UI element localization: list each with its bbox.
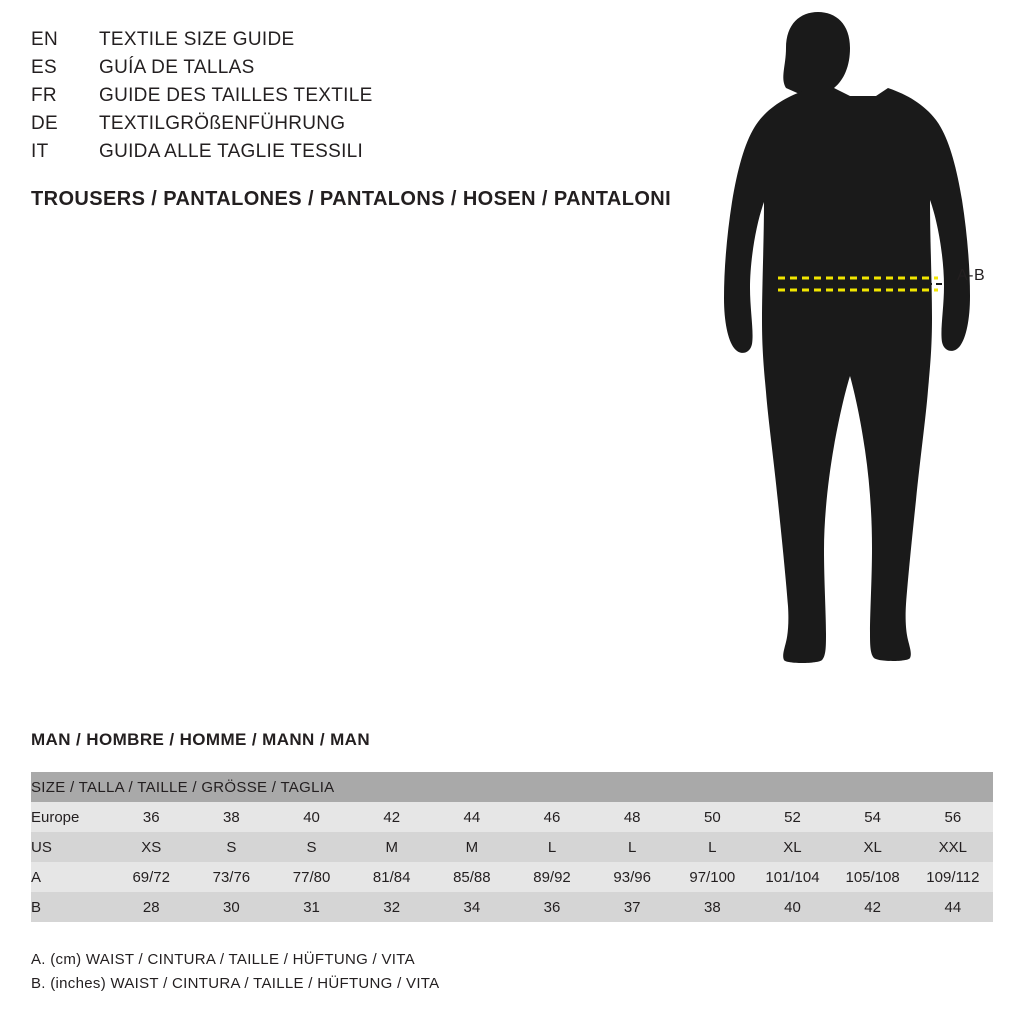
row-label-a: A <box>31 862 111 892</box>
garment-type-title: TROUSERS / PANTALONES / PANTALONS / HOSEN / PANTALONI <box>31 188 672 210</box>
table-header-label: SIZE / TALLA / TAILLE / GRÖSSE / TAGLIA <box>31 772 993 802</box>
cell-europe-1: 36 <box>111 802 191 832</box>
cell-europe-10: 54 <box>833 802 913 832</box>
table-row <box>31 832 993 862</box>
row-label-b: B <box>31 892 111 922</box>
footnote-a: A. (cm) WAIST / CINTURA / TAILLE / HÜFTUNG / VITA <box>31 951 415 968</box>
language-list <box>31 26 651 166</box>
cell-a-1: 69/72 <box>111 862 191 892</box>
language-row-it <box>31 138 651 166</box>
cell-a-8: 97/100 <box>672 862 752 892</box>
cell-a-3: 77/80 <box>271 862 351 892</box>
language-code-fr: FR <box>31 85 57 106</box>
cell-a-7: 93/96 <box>592 862 672 892</box>
cell-us-9: XL <box>752 832 832 862</box>
cell-b-10: 42 <box>833 892 913 922</box>
table-row <box>31 862 993 892</box>
cell-us-6: L <box>512 832 592 862</box>
language-code-es: ES <box>31 57 57 78</box>
cell-us-4: M <box>352 832 432 862</box>
cell-b-11: 44 <box>913 892 993 922</box>
cell-b-3: 31 <box>271 892 351 922</box>
language-code-it: IT <box>31 141 49 162</box>
cell-europe-8: 50 <box>672 802 752 832</box>
cell-b-2: 30 <box>191 892 271 922</box>
language-text-fr: GUIDE DES TAILLES TEXTILE <box>99 85 373 106</box>
language-text-de: TEXTILGRÖßENFÜHRUNG <box>99 113 346 134</box>
cell-us-2: S <box>191 832 271 862</box>
cell-us-10: XL <box>833 832 913 862</box>
language-text-es: GUÍA DE TALLAS <box>99 57 255 78</box>
cell-a-11: 109/112 <box>913 862 993 892</box>
male-figure-silhouette <box>700 10 1000 670</box>
cell-b-6: 36 <box>512 892 592 922</box>
cell-us-11: XXL <box>913 832 993 862</box>
footnote-b: B. (inches) WAIST / CINTURA / TAILLE / HÜFTUNG / VITA <box>31 975 440 992</box>
table-row <box>31 802 993 832</box>
cell-a-4: 81/84 <box>352 862 432 892</box>
measure-label-ab: A-B <box>957 267 986 284</box>
cell-europe-6: 46 <box>512 802 592 832</box>
cell-b-1: 28 <box>111 892 191 922</box>
cell-europe-4: 42 <box>352 802 432 832</box>
cell-europe-7: 48 <box>592 802 672 832</box>
language-row-de <box>31 110 651 138</box>
row-label-us: US <box>31 832 111 862</box>
cell-a-6: 89/92 <box>512 862 592 892</box>
size-table <box>31 772 993 922</box>
cell-a-5: 85/88 <box>432 862 512 892</box>
cell-us-3: S <box>271 832 351 862</box>
cell-us-1: XS <box>111 832 191 862</box>
cell-b-4: 32 <box>352 892 432 922</box>
table-row <box>31 892 993 922</box>
cell-europe-5: 44 <box>432 802 512 832</box>
size-table-wrap <box>31 772 993 922</box>
cell-b-9: 40 <box>752 892 832 922</box>
cell-us-7: L <box>592 832 672 862</box>
cell-europe-9: 52 <box>752 802 832 832</box>
language-row-es <box>31 54 651 82</box>
language-text-en: TEXTILE SIZE GUIDE <box>99 29 295 50</box>
cell-us-5: M <box>432 832 512 862</box>
cell-b-5: 34 <box>432 892 512 922</box>
table-header-row <box>31 772 993 802</box>
language-text-it: GUIDA ALLE TAGLIE TESSILI <box>99 141 364 162</box>
language-row-en <box>31 26 651 54</box>
cell-europe-3: 40 <box>271 802 351 832</box>
language-code-de: DE <box>31 113 58 134</box>
cell-a-2: 73/76 <box>191 862 271 892</box>
cell-b-7: 37 <box>592 892 672 922</box>
cell-europe-11: 56 <box>913 802 993 832</box>
cell-us-8: L <box>672 832 752 862</box>
language-code-en: EN <box>31 29 58 50</box>
footnotes <box>31 948 439 996</box>
table-section-title: MAN / HOMBRE / HOMME / MANN / MAN <box>31 730 371 749</box>
cell-europe-2: 38 <box>191 802 271 832</box>
cell-b-8: 38 <box>672 892 752 922</box>
row-label-europe: Europe <box>31 802 111 832</box>
cell-a-9: 101/104 <box>752 862 832 892</box>
language-row-fr <box>31 82 651 110</box>
cell-a-10: 105/108 <box>833 862 913 892</box>
